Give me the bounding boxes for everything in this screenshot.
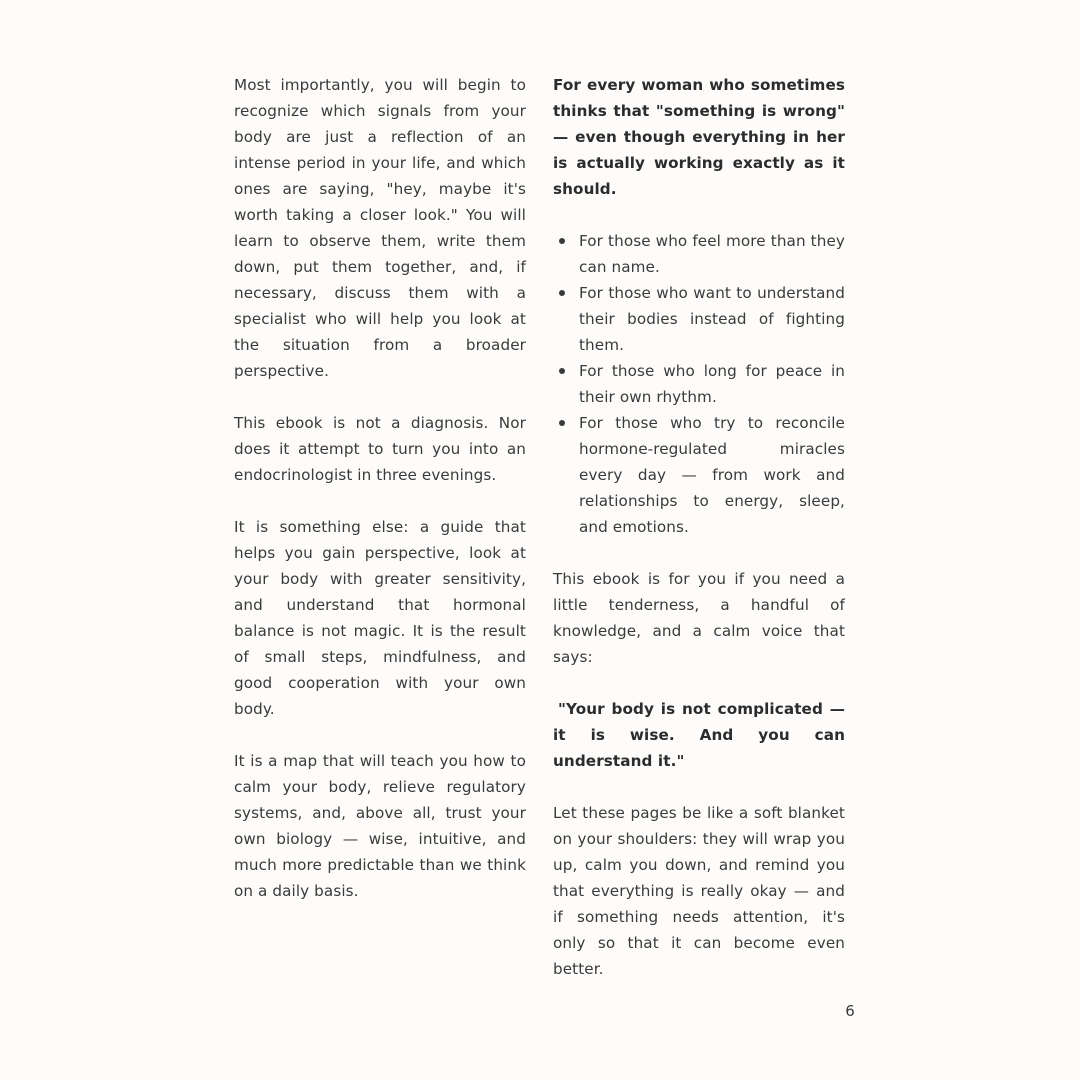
bullet-icon <box>559 238 565 244</box>
list-item-text: For those who want to understand their bodies instead of fighting them. <box>579 284 845 354</box>
audience-list <box>553 228 845 540</box>
right-column <box>553 72 845 982</box>
list-item-text: For those who long for peace in their own rhythm. <box>579 362 845 406</box>
quote-text: "Your body is not complicated — it is wise. And you can understand it." <box>553 700 845 770</box>
paragraph-for-you: This ebook is for you if you need a little tenderness, a handful of knowledge, and a calm voice that says: <box>553 570 845 666</box>
bullet-icon <box>559 420 565 426</box>
list-item-text: For those who try to reconcile hormone-regulated miracles every day — from work and relationships to energy, sleep, and emotions. <box>579 414 845 536</box>
intro-bold-text: For every woman who sometimes thinks that "something is wrong" — even though everything in her is actually working exactly as it should. <box>553 76 845 198</box>
list-item <box>579 410 845 540</box>
bullet-icon <box>559 368 565 374</box>
paragraph-not-diagnosis: This ebook is not a diagnosis. Nor does it attempt to turn you into an endocrinologist in three evenings. <box>234 414 526 484</box>
paragraph-map: It is a map that will teach you how to calm your body, relieve regulatory systems, and, above all, trust your own biology — wise, intuitive, and much more predictable than we think on a daily basis. <box>234 752 526 900</box>
list-item <box>579 228 845 280</box>
page-number: 6 <box>845 1002 855 1020</box>
paragraph-guide: It is something else: a guide that helps you gain perspective, look at your body with greater sensitivity, and understand that hormonal balance is not magic. It is the result of small steps, mindfulness, and good cooperation with your own body. <box>234 518 526 718</box>
list-item <box>579 280 845 358</box>
list-item <box>579 358 845 410</box>
bullet-icon <box>559 290 565 296</box>
paragraph-signals: Most importantly, you will begin to recognize which signals from your body are just a reflection of an intense period in your life, and which ones are saying, "hey, maybe it's worth taking a closer look." You will learn to observe them, write them down, put them together, and, if necessary, discuss them with a specialist who will help you look at the situation from a broader perspective. <box>234 76 526 380</box>
list-item-text: For those who feel more than they can name. <box>579 232 845 276</box>
paragraph-blanket: Let these pages be like a soft blanket on your shoulders: they will wrap you up, calm you down, and remind you that everything is really okay — and if something needs attention, it's only so that it can become even better. <box>553 804 845 978</box>
left-column <box>234 72 526 904</box>
